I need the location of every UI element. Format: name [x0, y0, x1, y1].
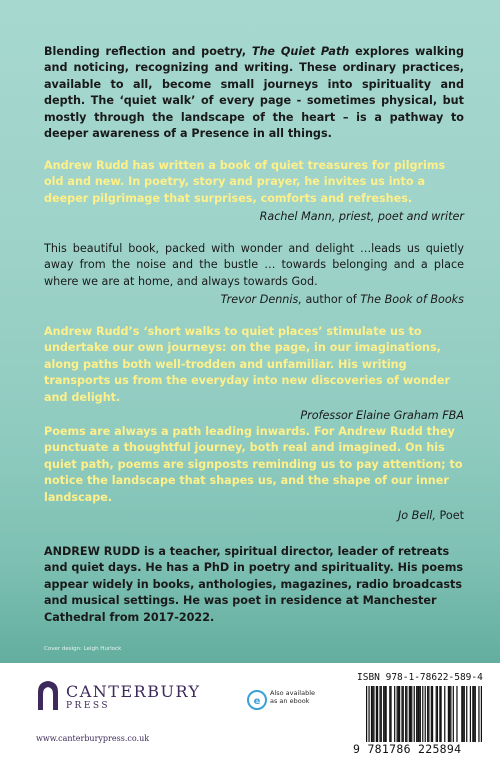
barcode-bar: [405, 686, 406, 742]
barcode-bar: [416, 686, 417, 742]
barcode-bar: [431, 686, 432, 742]
barcode-bar: [470, 686, 471, 742]
barcode-bar: [414, 686, 415, 742]
ebook-label: Also available as an ebook: [270, 689, 316, 705]
barcode-bar: [417, 686, 418, 742]
barcode-bar: [481, 686, 482, 742]
barcode-bar: [410, 686, 411, 742]
barcode-bar: [437, 686, 438, 742]
barcode-bar: [444, 686, 445, 742]
barcode-bar: [440, 686, 441, 742]
ebook-icon: [247, 690, 267, 710]
barcode-bar: [390, 686, 391, 742]
barcode-bar: [373, 686, 374, 742]
barcode-bar: [419, 686, 420, 742]
barcode-bar: [427, 686, 428, 742]
quote-attribution: Trevor Dennis, author of The Book of Books: [220, 293, 464, 307]
barcode-bar: [464, 686, 465, 742]
barcode-bar: [397, 686, 398, 742]
quote-3: [44, 324, 464, 424]
barcode-bar: [381, 686, 382, 742]
author-name: ANDREW RUDD: [44, 545, 141, 558]
quote-1: [44, 158, 464, 225]
barcode-bar: [456, 686, 457, 742]
blurb-text-post: explores walking and noticing, recognizing and writing. These ordinary practices, available to all, become small journeys into spirituality and depth. The ‘quiet walk’ of every page - sometimes physical, but mostly through the landscape of the heart – is a pathway to deeper awareness of a Presence in all things.: [44, 45, 464, 141]
barcode-bar: [432, 686, 433, 742]
isbn-label: ISBN 978-1-78622-589-4: [357, 672, 483, 683]
blurb-text-pre: Blending reflection and poetry,: [44, 45, 252, 58]
barcode-bar: [473, 686, 474, 742]
blurb-paragraph: [44, 44, 464, 142]
author-bio: [44, 544, 464, 626]
barcode-bar: [411, 686, 412, 742]
quote-4: [44, 424, 464, 524]
barcode-bar: [377, 686, 378, 742]
barcode-bar: [366, 686, 367, 742]
publisher-url[interactable]: www.canterburypress.co.uk: [36, 734, 150, 743]
barcode-bar: [383, 686, 384, 742]
quote-attribution: Jo Bell, Poet: [397, 509, 464, 523]
barcode-bar: [448, 686, 449, 742]
barcode-bar: [439, 686, 440, 742]
barcode-bar: [371, 686, 372, 742]
barcode-bar: [450, 686, 451, 742]
svg-text:e: e: [253, 696, 261, 707]
barcode-bar: [398, 686, 399, 742]
cover-credit: Cover design: Leigh Hurlock: [44, 646, 122, 652]
barcode-bar: [466, 686, 467, 742]
publisher-sub: PRESS: [66, 701, 111, 711]
barcode-bar: [379, 686, 380, 742]
barcode-bar: [475, 686, 476, 742]
barcode-bar: [399, 686, 400, 742]
barcode-digits: 9 781786 225894: [353, 742, 462, 756]
barcode: [366, 686, 482, 742]
quote-text: Andrew Rudd’s ‘short walks to quiet places’ stimulate us to undertake our own journeys: on the page, in our imaginations, along paths both well-trodden and unfamiliar. His writing transports us from the everyday into new discoveries of wonder and delight.: [44, 325, 451, 404]
barcode-bar: [389, 686, 390, 742]
quote-attribution: Rachel Mann, priest, poet and writer: [259, 210, 464, 224]
publisher-name: CANTERBURY: [66, 682, 201, 701]
cathedral-arch-icon: [36, 680, 60, 710]
barcode-bar: [372, 686, 373, 742]
barcode-bar: [425, 686, 426, 742]
barcode-bar: [403, 686, 404, 742]
author-bio-text: is a teacher, spiritual director, leader of retreats and quiet days. He has a PhD in poetry and spirituality. His poems appear widely in books, anthologies, magazines, radio broadcasts and musical settings. He was poet in residence at Manchester Cathedral from 2017-2022.: [44, 545, 464, 624]
quote-attribution: Professor Elaine Graham FBA: [300, 409, 464, 423]
quote-text: This beautiful book, packed with wonder and delight …leads us quietly away from the noise and the bustle … towards belonging and a place where we are at home, and always towards God.: [44, 242, 464, 288]
barcode-bar: [428, 686, 429, 742]
barcode-bar: [449, 686, 450, 742]
barcode-bar: [472, 686, 473, 742]
barcode-bar: [478, 686, 479, 742]
barcode-bar: [406, 686, 407, 742]
barcode-bar: [461, 686, 462, 742]
barcode-bar: [401, 686, 402, 742]
book-title: The Quiet Path: [251, 45, 350, 58]
barcode-bar: [376, 686, 377, 742]
barcode-bar: [462, 686, 463, 742]
barcode-bar: [368, 686, 369, 742]
barcode-bar: [386, 686, 387, 742]
barcode-bar: [453, 686, 454, 742]
quote-2: [44, 241, 464, 308]
barcode-bar: [422, 686, 423, 742]
quote-text: Andrew Rudd has written a book of quiet treasures for pilgrims old and new. In poetry, story and prayer, he invites us into a deeper pilgrimage that surprises, comforts and refreshes.: [44, 159, 446, 205]
barcode-bar: [394, 686, 395, 742]
barcode-bar: [384, 686, 385, 742]
quote-text: Poems are always a path leading inwards. For Andrew Rudd they punctuate a thoughtful journey, both real and imagined. On his quiet path, poems are signposts reminding us to pay attention; to notice the landscape that shapes us, and the shape of our inner landscape.: [44, 425, 463, 504]
barcode-bar: [420, 686, 421, 742]
barcode-bar: [436, 686, 437, 742]
barcode-bar: [409, 686, 410, 742]
